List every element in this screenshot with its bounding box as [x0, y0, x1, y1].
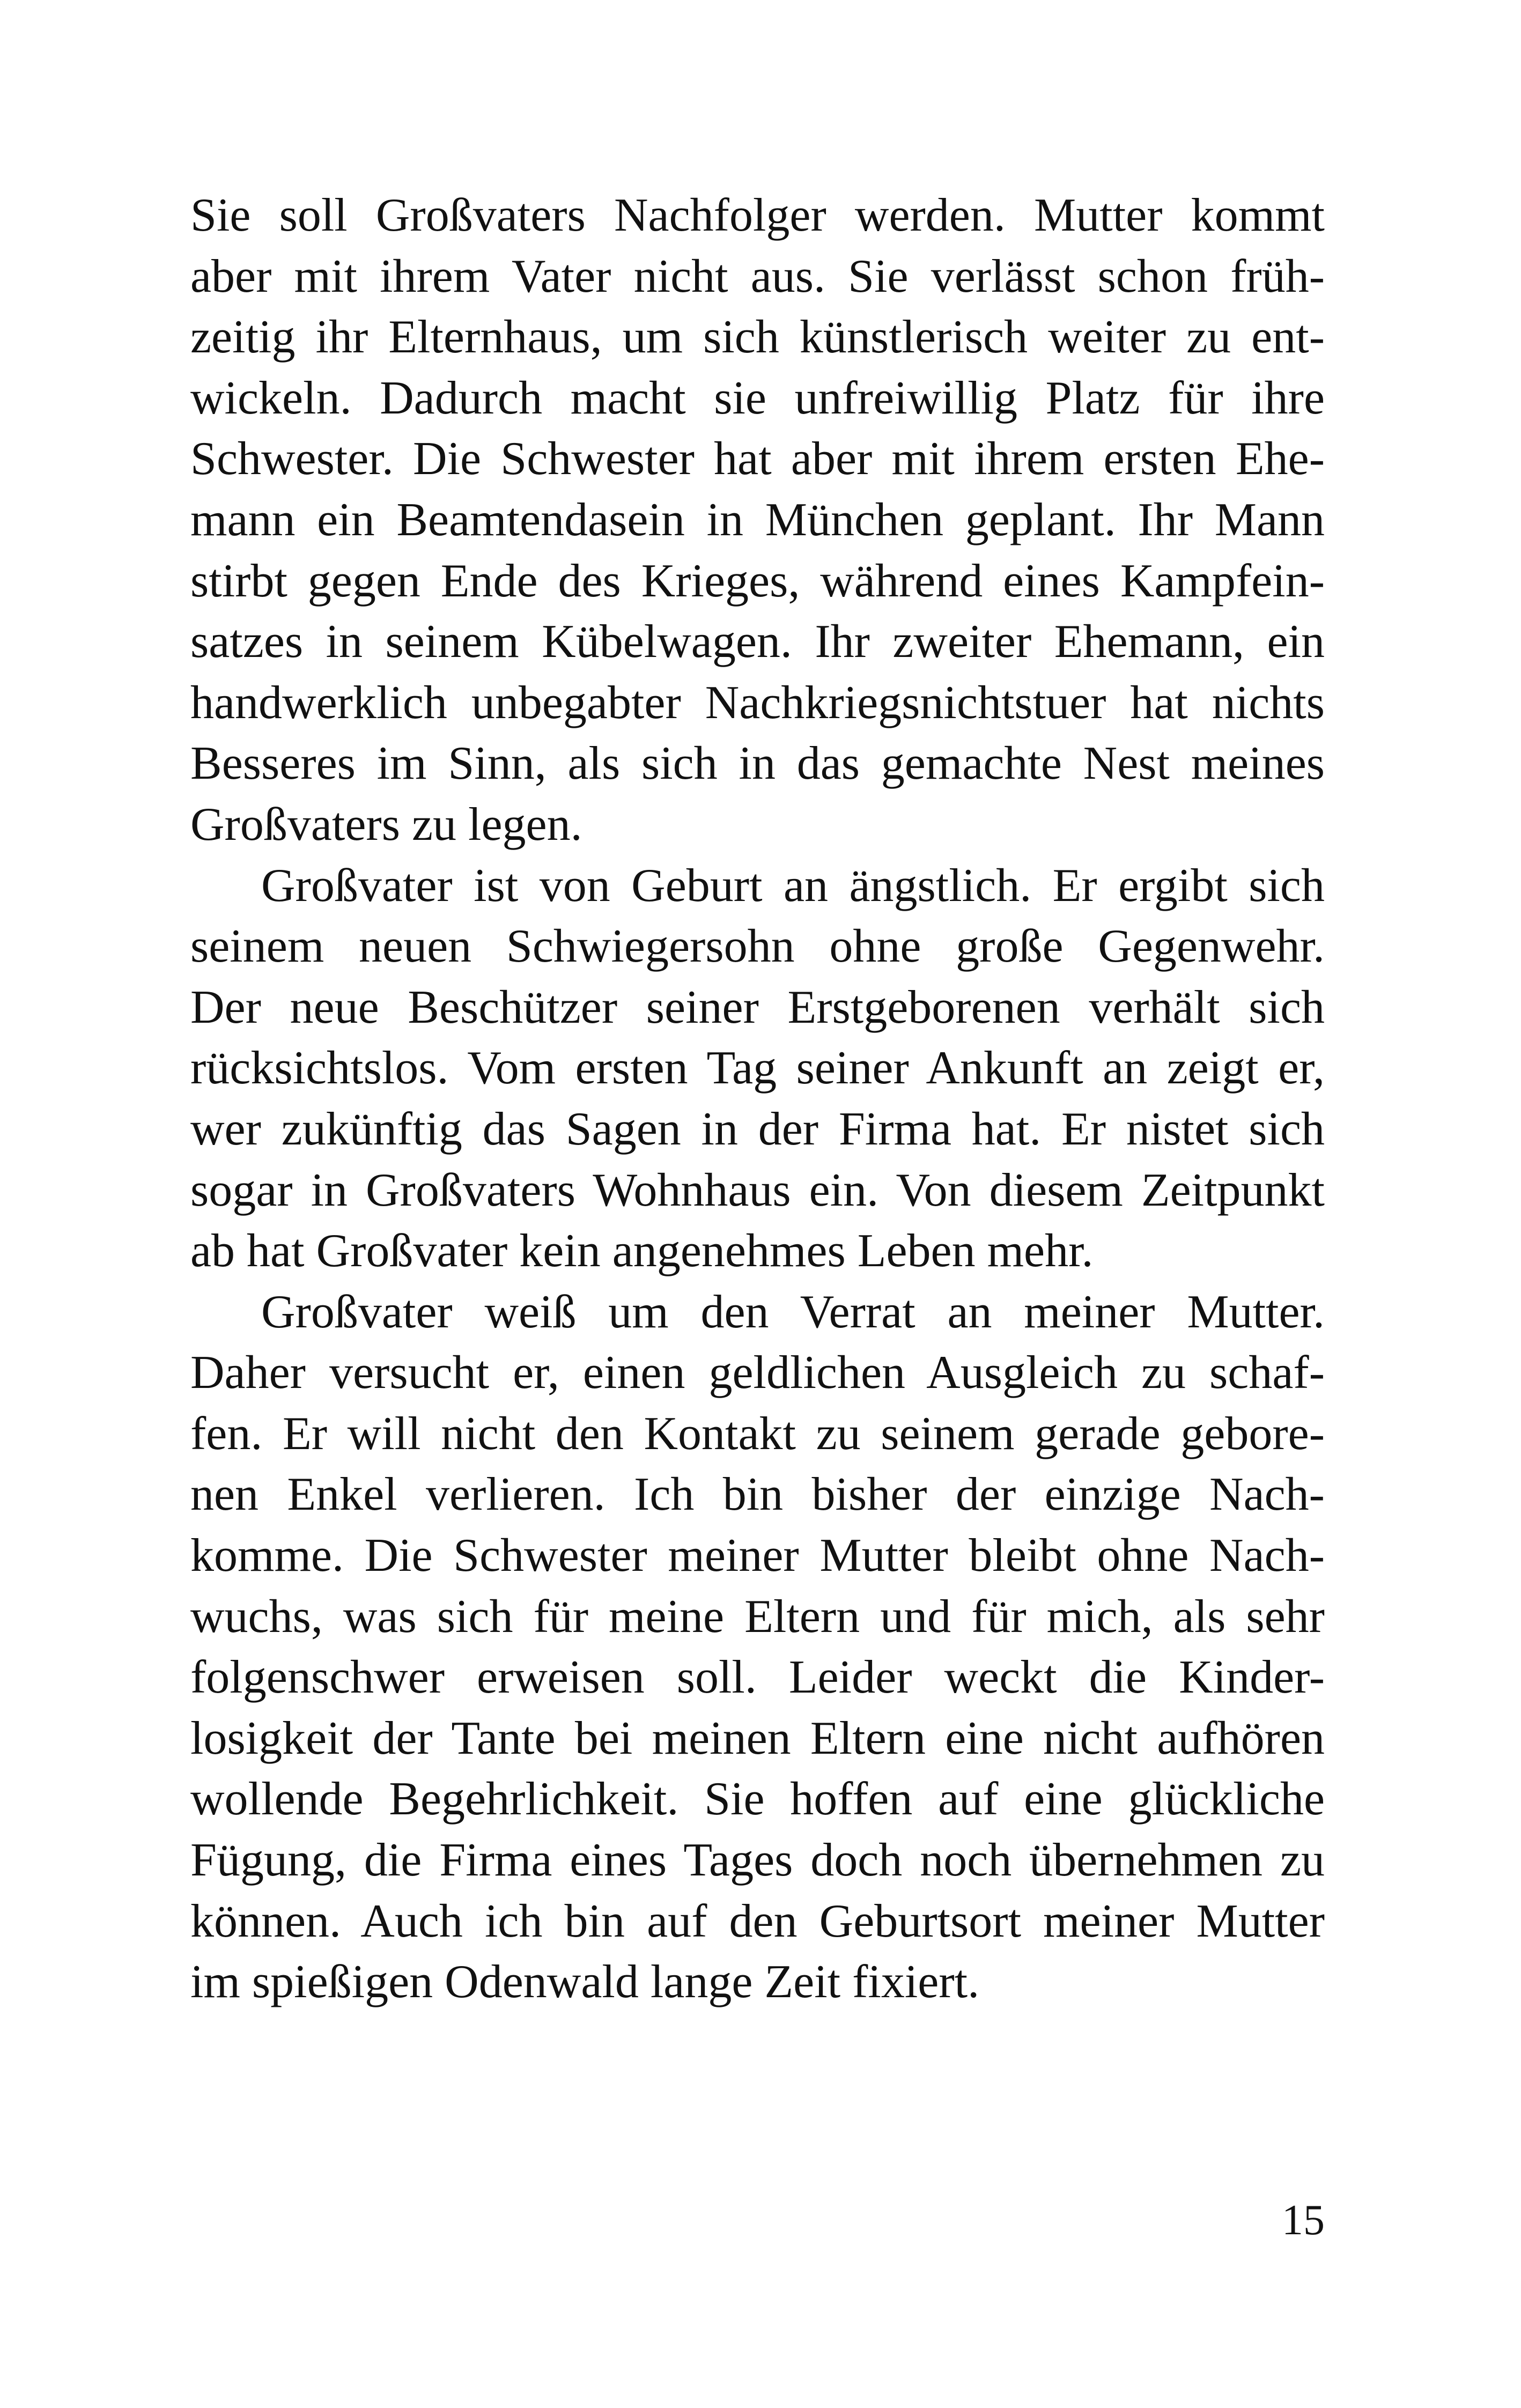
body-text: [190, 185, 1325, 2013]
text-line: Besseres im Sinn, als sich in das gemachte Nest meines: [190, 737, 1325, 790]
text-line: können. Auch ich bin auf den Geburtsort meiner Mutter: [190, 1895, 1325, 1947]
text-line: Schwester. Die Schwester hat aber mit ihrem ersten Ehe-: [190, 433, 1325, 485]
text-line: Großvaters zu legen.: [190, 798, 582, 851]
text-line: Fügung, die Firma eines Tages doch noch übernehmen zu: [190, 1834, 1325, 1887]
text-line: nen Enkel verlieren. Ich bin bisher der einzige Nach-: [190, 1468, 1325, 1521]
text-line: losigkeit der Tante bei meinen Eltern eine nicht aufhören: [190, 1712, 1325, 1764]
text-line: sogar in Großvaters Wohnhaus ein. Von diesem Zeitpunkt: [190, 1164, 1325, 1216]
text-line: stirbt gegen Ende des Krieges, während eines Kampfein-: [190, 555, 1325, 607]
text-line: mann ein Beamtendasein in München geplant. Ihr Mann: [190, 493, 1325, 546]
text-line: satzes in seinem Kübelwagen. Ihr zweiter Ehemann, ein: [190, 616, 1325, 668]
text-line: wollende Begehrlichkeit. Sie hoffen auf eine glückliche: [190, 1773, 1325, 1826]
text-line: Der neue Beschützer seiner Erstgeborenen verhält sich: [190, 981, 1325, 1033]
paragraph-2: [190, 855, 1325, 1282]
text-line: zeitig ihr Elternhaus, um sich künstlerisch weiter zu ent-: [190, 311, 1325, 364]
paragraph-1: [190, 185, 1325, 855]
text-line: Großvater ist von Geburt an ängstlich. Er ergibt sich: [261, 859, 1325, 912]
text-line: rücksichtslos. Vom ersten Tag seiner Ankunft an zeigt er,: [190, 1042, 1325, 1095]
page-number: 15: [1282, 2197, 1325, 2244]
paragraph-3: [190, 1282, 1325, 2013]
text-line: im spießigen Odenwald lange Zeit fixiert.: [190, 1956, 980, 2008]
text-line: Großvater weiß um den Verrat an meiner Mutter.: [261, 1286, 1325, 1338]
text-line: komme. Die Schwester meiner Mutter bleibt ohne Nach-: [190, 1530, 1325, 1582]
text-line: wuchs, was sich für meine Eltern und für mich, als sehr: [190, 1590, 1325, 1643]
text-line: wickeln. Dadurch macht sie unfreiwillig Platz für ihre: [190, 372, 1325, 424]
text-line: Daher versucht er, einen geldlichen Ausgleich zu schaf-: [190, 1347, 1325, 1399]
text-line: seinem neuen Schwiegersohn ohne große Gegenwehr.: [190, 920, 1325, 973]
text-line: ab hat Großvater kein angenehmes Leben mehr.: [190, 1225, 1094, 1277]
text-line: fen. Er will nicht den Kontakt zu seinem gerade gebore-: [190, 1407, 1325, 1460]
text-line: handwerklich unbegabter Nachkriegsnichtstuer hat nichts: [190, 676, 1325, 729]
text-line: folgenschwer erweisen soll. Leider weckt die Kinder-: [190, 1651, 1325, 1704]
text-line: Sie soll Großvaters Nachfolger werden. Mutter kommt: [190, 189, 1325, 241]
text-line: wer zukünftig das Sagen in der Firma hat. Er nistet sich: [190, 1103, 1325, 1155]
text-line: aber mit ihrem Vater nicht aus. Sie verlässt schon früh-: [190, 250, 1325, 302]
